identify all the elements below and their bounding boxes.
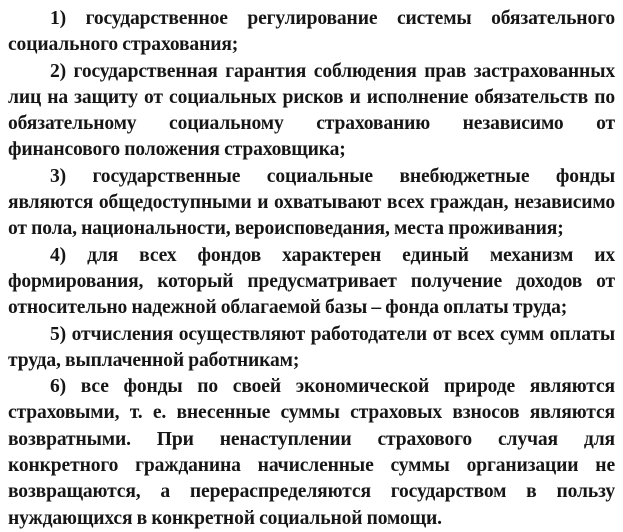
paragraph-3: 3) государственные социальные внебюджетные фонды являются общедоступными и охватывают всех граждан, независимо от пола, национальности, вероисповедания, места проживания; [8, 165, 615, 240]
paragraph-4: 4) для всех фондов характерен единый механизм их формирования, который предусматривает получение доходов от относительно надежной облагаемой базы – фонда оплаты труда; [8, 244, 615, 319]
paragraph-2: 2) государственная гарантия соблюдения прав застрахованных лиц на защиту от социальных рисков и исполнение обязательств по обязательному социальному страхованию независимо от финансового положения страховщика; [8, 60, 615, 161]
paragraph-6: 6) все фонды по своей экономической природе являются страховыми, т. е. внесенные суммы страховых взносов являются возвратными. При ненаступлении страхового случая для конкретного гражданина начисленные суммы организации не возвращаются, а перераспределяются государством в пользу нуждающихся в конкретной социальной помощи. [8, 376, 615, 529]
paragraph-1: 1) государственное регулирование системы обязательного социального страхования; [8, 8, 615, 56]
paragraph-5: 5) отчисления осуществляют работодатели от всех сумм оплаты труда, выплаченной работникам; [8, 323, 615, 371]
